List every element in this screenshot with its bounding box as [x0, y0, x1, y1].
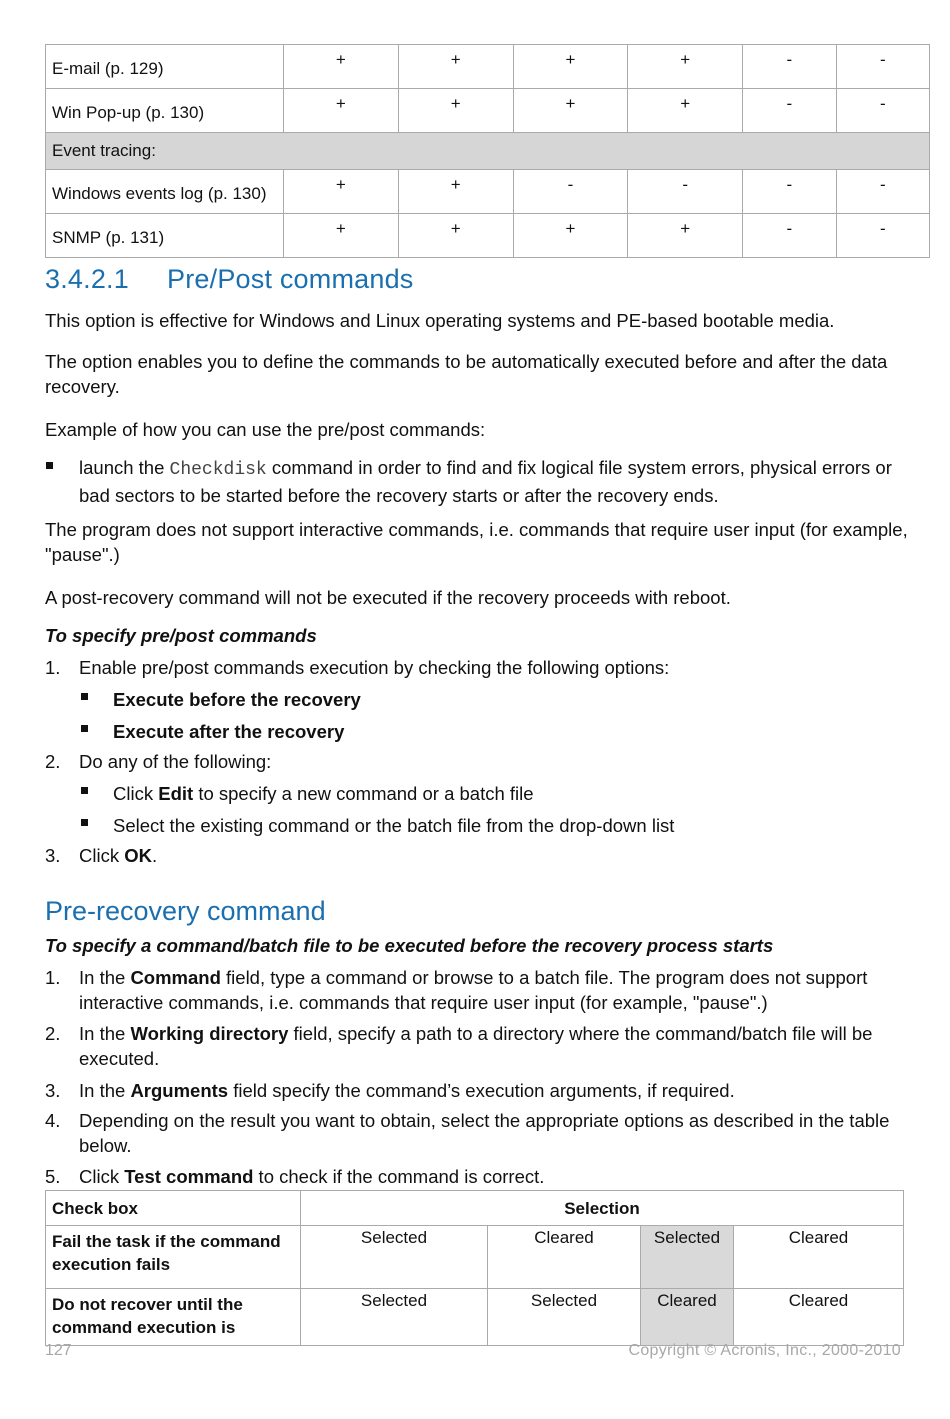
step-text-part: .: [151, 845, 158, 866]
step-number: 4.: [45, 1110, 61, 1131]
bullet-text: to specify a new command or a batch file: [193, 783, 534, 804]
table-group-row: [46, 133, 930, 170]
note-paragraph: A post-recovery command will not be executed if the recovery proceeds with reboot.: [45, 587, 731, 608]
table-header-row: [46, 1191, 904, 1226]
cell-value: -: [513, 170, 628, 214]
option-name: Execute after the recovery: [113, 721, 345, 742]
procedure-title: To specify a command/batch file to be executed before the recovery process starts: [45, 935, 774, 956]
intro-paragraph: This option is effective for Windows and Linux operating systems and PE-based bootable media.: [45, 310, 835, 331]
step-text-part: Click: [79, 1166, 125, 1187]
copyright-notice: Copyright © Acronis, Inc., 2000-2010: [628, 1342, 901, 1359]
table-row: [46, 214, 930, 258]
cell-value: -: [628, 170, 743, 214]
cell-value: -: [836, 170, 929, 214]
intro-paragraph: The option enables you to define the commands to be automatically executed before and after the data recovery.: [45, 351, 888, 397]
step-text-part: to check if the command is correct.: [253, 1166, 545, 1187]
cell-value: -: [836, 89, 929, 133]
bullet-marker: [81, 725, 88, 732]
bullet-text: command in order to find and fix logical file system errors, physical errors or bad sectors to be started before the recovery starts or after the recovery ends.: [79, 457, 892, 506]
ui-term: OK: [124, 845, 152, 866]
step-text: Do any of the following:: [79, 751, 272, 772]
command-name: Checkdisk: [169, 460, 267, 480]
step-text: Depending on the result you want to obtain, select the appropriate options as described in the table below.: [79, 1110, 890, 1156]
cell-value: Cleared: [641, 1289, 734, 1346]
cell-value: +: [284, 89, 399, 133]
cell-value: -: [836, 45, 929, 89]
cell-value: +: [284, 45, 399, 89]
header-checkbox: Check box: [46, 1191, 301, 1226]
bullet-marker: [81, 819, 88, 826]
cell-value: +: [513, 89, 628, 133]
ui-term: Edit: [158, 783, 194, 804]
cell-value: +: [513, 45, 628, 89]
cell-value: Selected: [301, 1226, 488, 1289]
step-text-part: field, type a command or browse to a batch file. The program does not support interactive commands, i.e. commands that require user input (for example, "pause".): [79, 967, 868, 1013]
cell-value: Cleared: [488, 1226, 641, 1289]
step-number: 3.: [45, 845, 61, 866]
cell-value: Selected: [641, 1226, 734, 1289]
options-table: [45, 44, 930, 258]
cell-value: Cleared: [734, 1226, 904, 1289]
cell-value: Selected: [301, 1289, 488, 1346]
cell-value: -: [743, 214, 836, 258]
table-row: [46, 45, 930, 89]
option-name: Execute before the recovery: [113, 689, 361, 710]
ui-term: Working directory: [130, 1023, 289, 1044]
section-heading: [45, 264, 414, 295]
step-text: [79, 843, 157, 868]
bullet-item: Select the existing command or the batch file from the drop-down list: [113, 815, 675, 836]
bullet-marker: [81, 693, 88, 700]
step-number: 1.: [45, 657, 61, 678]
cell-value: Selected: [488, 1289, 641, 1346]
step-text-part: Click: [79, 845, 125, 866]
step-text: [79, 1164, 909, 1189]
cell-value: +: [628, 89, 743, 133]
step-text: [79, 1021, 899, 1071]
step-text-part: field specify the command’s execution arguments, if required.: [228, 1080, 735, 1101]
ui-term: Command: [130, 967, 221, 988]
note-paragraph: The program does not support interactive commands, i.e. commands that require user input (for example, "pause".): [45, 519, 908, 565]
step-text: [79, 1078, 909, 1103]
cell-value: +: [628, 214, 743, 258]
header-selection: Selection: [301, 1191, 904, 1226]
table-row: [46, 170, 930, 214]
cell-value: +: [398, 89, 513, 133]
step-text: Enable pre/post commands execution by checking the following options:: [79, 657, 670, 678]
table-row: [46, 1289, 904, 1346]
step-text-part: In the: [79, 1080, 131, 1101]
row-label: SNMP (p. 131): [46, 214, 284, 258]
bullet-text: launch the: [79, 457, 170, 478]
step-text: [79, 965, 909, 1015]
cell-value: -: [836, 214, 929, 258]
cell-value: +: [398, 214, 513, 258]
step-text-part: field, specify a path to a directory where the command/batch file will be executed.: [79, 1023, 873, 1069]
cell-value: +: [628, 45, 743, 89]
step-number: 2.: [45, 751, 61, 772]
row-label: Win Pop-up (p. 130): [46, 89, 284, 133]
cell-value: +: [398, 45, 513, 89]
bullet-text: Click: [113, 783, 159, 804]
cell-value: +: [513, 214, 628, 258]
row-label: Fail the task if the command execution fails: [46, 1226, 301, 1289]
step-number: 1.: [45, 967, 61, 988]
cell-value: Cleared: [734, 1289, 904, 1346]
cell-value: +: [284, 170, 399, 214]
row-label: Windows events log (p. 130): [46, 170, 284, 214]
cell-value: +: [284, 214, 399, 258]
step-text-part: In the: [79, 967, 131, 988]
section-number: 3.4.2.1: [45, 264, 129, 294]
row-label: Do not recover until the command execution is: [46, 1289, 301, 1346]
cell-value: -: [743, 45, 836, 89]
table-row: [46, 1226, 904, 1289]
section-title: Pre/Post commands: [167, 264, 414, 294]
checkbox-selection-table: [45, 1190, 904, 1346]
subsection-heading: Pre-recovery command: [45, 896, 326, 926]
step-text-part: In the: [79, 1023, 131, 1044]
step-number: 3.: [45, 1080, 61, 1101]
step-number: 5.: [45, 1166, 61, 1187]
procedure-title: To specify pre/post commands: [45, 625, 317, 646]
example-lead: Example of how you can use the pre/post commands:: [45, 419, 486, 440]
step-number: 2.: [45, 1023, 61, 1044]
page-number: 127: [45, 1342, 72, 1359]
bullet-marker: [46, 462, 53, 469]
group-label: Event tracing:: [46, 133, 930, 170]
table-row: [46, 89, 930, 133]
bullet-item: [113, 781, 534, 806]
cell-value: -: [743, 89, 836, 133]
ui-term: Arguments: [130, 1080, 229, 1101]
bullet-item: [79, 455, 899, 508]
cell-value: -: [743, 170, 836, 214]
bullet-marker: [81, 787, 88, 794]
row-label: E-mail (p. 129): [46, 45, 284, 89]
cell-value: +: [398, 170, 513, 214]
ui-term: Test command: [124, 1166, 254, 1187]
